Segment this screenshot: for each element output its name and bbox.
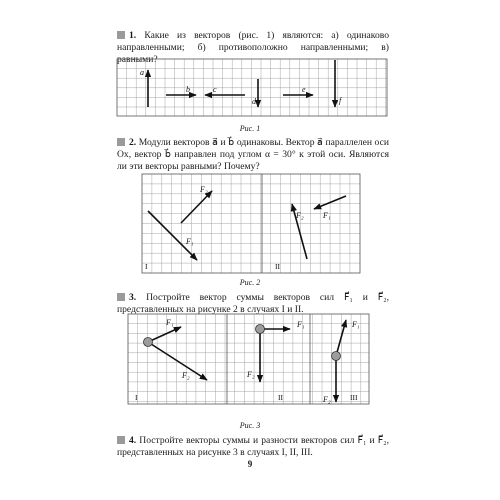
task-number: 3. (129, 292, 137, 303)
fig3-case-II-point (256, 325, 265, 334)
task-text: Постройте вектор суммы векторов сил F⃗₁ и F⃗₂, представленных на рисунке 2 в случаях I и II. (117, 292, 389, 316)
vector-f-label: f (339, 96, 342, 105)
task-text: Какие из векторов (рис. 1) являются: а) одинаково направленными; б) противоположно направленными; в) равными? (117, 30, 389, 66)
case-I-label: I (145, 262, 148, 271)
task-number: 4. (129, 435, 137, 446)
task-number: 1. (129, 30, 137, 41)
figure-2-grid (142, 174, 360, 273)
fig3-case-I-F1 (148, 327, 181, 342)
fig3-case-III-F2-label: F₂ (323, 395, 331, 404)
case-II-F1-label: F₁ (323, 211, 331, 220)
vector-c-label: c (213, 85, 217, 94)
case-I-vector-F2 (181, 191, 212, 223)
vector-a-label: a (140, 68, 144, 77)
case-II-F2-label: F₂ (296, 211, 304, 220)
vector-b-label: b (186, 85, 190, 94)
figure-1-caption: Рис. 1 (239, 124, 261, 133)
fig3-case-III-point (332, 352, 341, 361)
fig3-case-I-F1-label: F₁ (166, 318, 174, 327)
fig3-case-II-F1-label: F₁ (297, 320, 305, 329)
figure-2-caption: Рис. 2 (239, 278, 261, 287)
fig3-case-III-label: III (350, 393, 358, 402)
case-I-F1-label: F₁ (186, 237, 194, 246)
page-number: 9 (247, 459, 253, 469)
task-number: 2. (129, 137, 137, 148)
task-text: Модули векторов a⃗ и b⃗ одинаковы. Вектор a⃗ параллелен оси Ox, вектор b⃗ направлен под углом α = 30° к этой оси. Являются ли эти векторы равными? Почему? (117, 137, 389, 173)
task-text: Постройте векторы суммы и разности векторов сил F⃗₁ и F⃗₂, представленных на рисунке 3 в случаях I, II, III. (117, 435, 389, 459)
figure-3-caption: Рис. 3 (239, 421, 261, 430)
figure-3 (128, 314, 369, 404)
fig3-case-I-label: I (135, 393, 138, 402)
fig3-case-I-point (144, 338, 153, 347)
figure-1 (117, 59, 387, 116)
fig3-case-II-F2-label: F₂ (247, 370, 255, 379)
case-I-vector-F1 (148, 211, 197, 260)
fig3-case-II-label: II (278, 393, 283, 402)
figure-1-frame (117, 59, 387, 116)
fig3-case-III-F1-label: F₁ (352, 320, 360, 329)
vector-d-label: d (252, 97, 256, 106)
figure-1-grid (117, 59, 387, 116)
figure-2 (142, 174, 360, 273)
fig3-case-I-F2 (148, 342, 207, 380)
fig3-case-III-F1 (336, 320, 346, 356)
fig3-case-I-F2-label: F₂ (182, 371, 190, 380)
vector-e-label: e (302, 85, 306, 94)
case-I-F2-label: F₂ (200, 185, 208, 194)
case-II-label: II (275, 262, 280, 271)
